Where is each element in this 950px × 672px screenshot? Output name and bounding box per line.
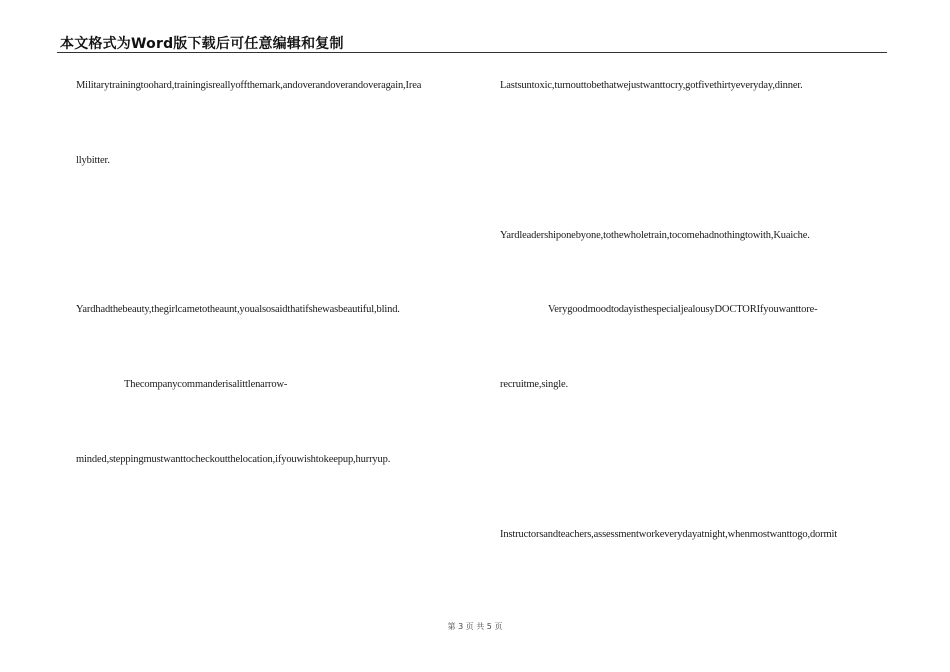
header-title: 本文格式为Word版下载后可任意编辑和复制 [60,36,344,52]
left-line-3: Yardhadthebeauty,thegirlcametotheaunt,youalsosaidthatifshewasbeautiful,blind. [76,304,400,315]
page-number: 第 3 页 共 5 页 [447,622,503,631]
left-line-2: llybitter. [76,155,110,166]
right-line-4: recruitme,single. [500,379,569,390]
right-line-3: VerygoodmoodtodayisthespecialjealousyDOCTORIfyouwanttore- [548,304,818,315]
left-line-4: Thecompanycommanderisalittlenarrow- [124,379,288,390]
right-line-2: Yardleadershiponebyone,tothewholetrain,tocomehadnothingtowith,Kuaiche. [500,230,810,241]
left-line-5: minded,steppingmustwanttocheckoutthelocation,ifyouwishtokeepup,hurryup. [76,454,391,465]
left-line-1: Militarytrainingtoohard,trainingisreallyoffthemark,andoverandoverandoveragain,Irea [76,80,422,91]
right-line-1: Lastsuntoxic,turnouttobethatwejustwanttocry,gotfivethirtyeveryday,dinner. [500,80,803,91]
right-line-5: Instructorsandteachers,assessmentworkeverydayatnight,whenmostwanttogo,dormit [500,529,838,540]
header-divider [57,52,887,53]
